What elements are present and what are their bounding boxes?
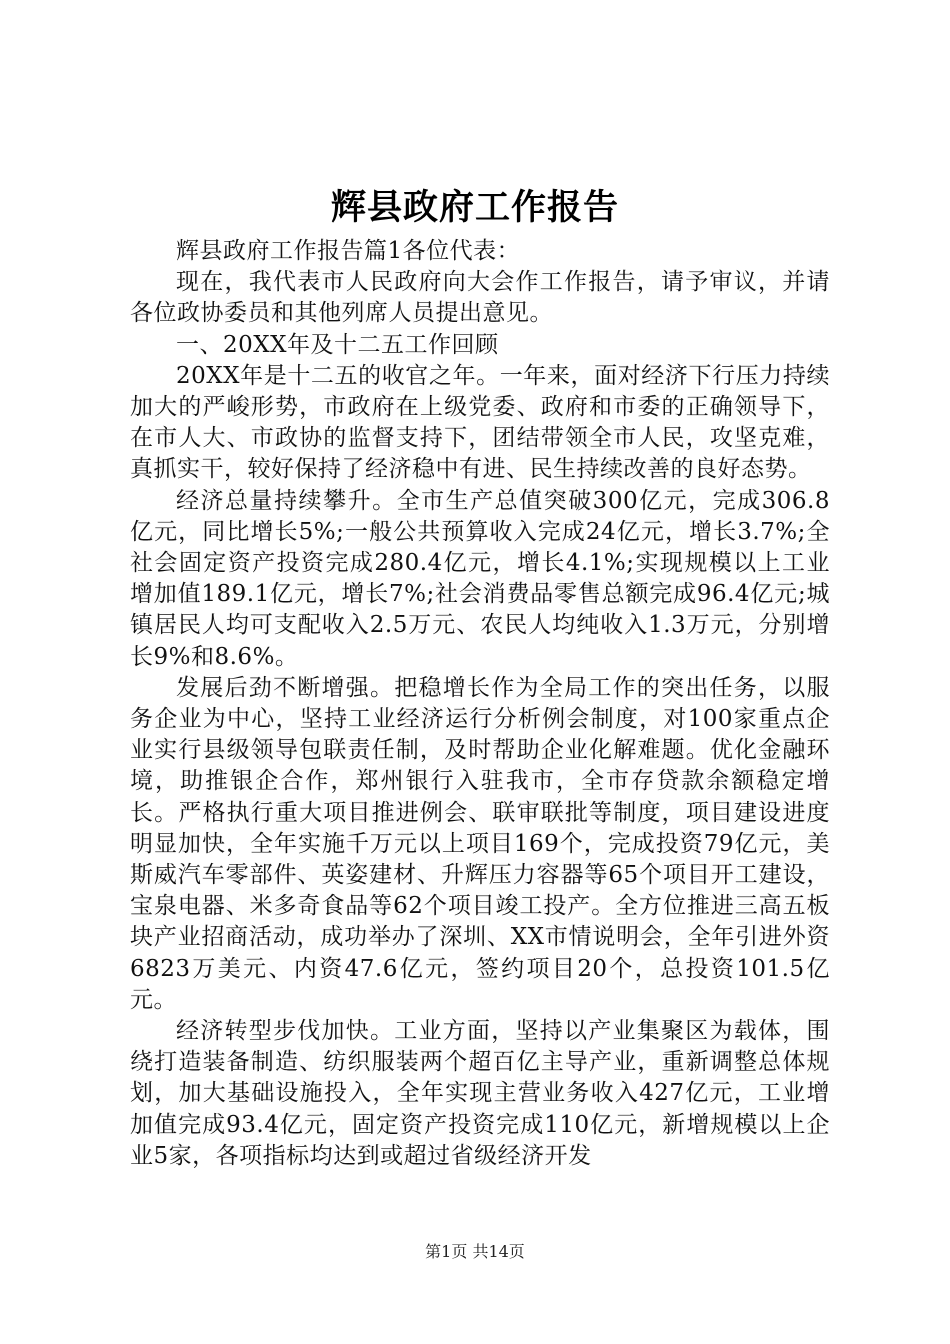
document-body: [130, 236, 830, 1172]
document-title: 辉县政府工作报告: [330, 187, 619, 228]
page-number: 第1页 共14页: [425, 1242, 525, 1261]
paragraph-opening: 现在，我代表市人民政府向大会作工作报告，请予审议，并请各位政协委员和其他列席人员提出意见。: [130, 269, 830, 327]
paragraph-overview: 20XX年是十二五的收官之年。一年来，面对经济下行压力持续加大的严峻形势，市政府在上级党委、政府和市委的正确领导下，在市人大、市政协的监督支持下，团结带领全市人民，攻坚克难，真抓实干，较好保持了经济稳中有进、民生持续改善的良好态势。: [130, 362, 830, 483]
paragraph-economy: 经济总量持续攀升。全市生产总值突破300亿元，完成306.8亿元，同比增长5%;一般公共预算收入完成24亿元，增长3.7%;全社会固定资产投资完成280.4亿元，增长4.1%;实现规模以上工业增加值189.1亿元，增长7%;社会消费品零售总额完成96.4亿元;城镇居民人均可支配收入2.5万元、农民人均纯收入1.3万元，分别增长9%和8.6%。: [130, 487, 830, 670]
paragraph-transformation: 经济转型步伐加快。工业方面，坚持以产业集聚区为载体，围绕打造装备制造、纺织服装两个超百亿主导产业，重新调整总体规划，加大基础设施投入，全年实现主营业务收入427亿元，工业增加值完成93.4亿元，固定资产投资完成110亿元，新增规模以上企业5家，各项指标均达到或超过省级经济开发: [130, 1018, 830, 1169]
section-heading: 一、20XX年及十二五工作回顾: [176, 331, 499, 358]
paragraph-development: 发展后劲不断增强。把稳增长作为全局工作的突出任务，以服务企业为中心，坚持工业经济运行分析例会制度，对100家重点企业实行县级领导包联责任制，及时帮助企业化解难题。优化金融环境，助推银企合作，郑州银行入驻我市，全市存贷款余额稳定增长。严格执行重大项目推进例会、联审联批等制度，项目建设进度明显加快，全年实施千万元以上项目169个，完成投资79亿元，美斯威汽车零部件、英姿建材、升辉压力容器等65个项目开工建设，宝泉电器、米多奇食品等62个项目竣工投产。全方位推进三高五板块产业招商活动，成功举办了深圳、XX市情说明会，全年引进外资6823万美元、内资47.6亿元，签约项目20个，总投资101.5亿元。: [130, 674, 830, 1013]
paragraph-intro: 辉县政府工作报告篇1各位代表：: [176, 238, 521, 264]
